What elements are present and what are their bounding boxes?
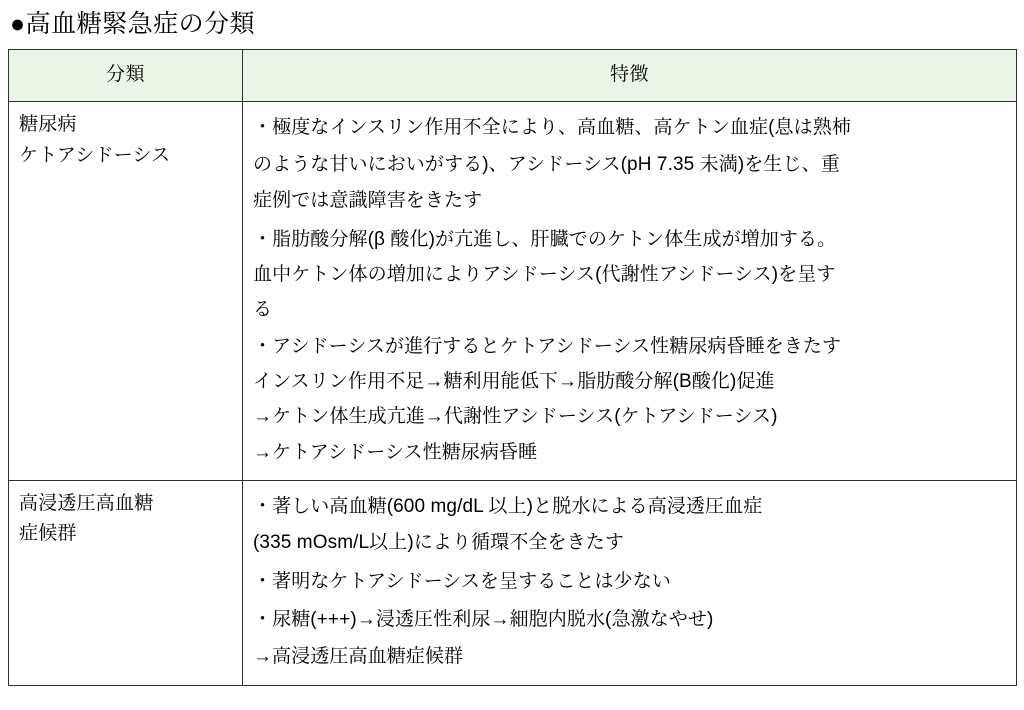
feature-line: →高浸透圧高血糖症候群	[253, 645, 464, 667]
feature-line: ・著明なケトアシドーシスを呈することは少ない	[253, 570, 671, 592]
feature-block	[253, 329, 1006, 470]
column-header-features: 特徴	[243, 49, 1017, 102]
feature-line: →ケトアシドーシス性糖尿病昏睡	[253, 441, 538, 463]
category-line: 症候群	[19, 523, 77, 545]
feature-line: る	[253, 298, 273, 320]
feature-block	[253, 602, 1006, 675]
category-line: 糖尿病	[19, 114, 77, 136]
feature-line: ・アシドーシスが進行するとケトアシドーシス性糖尿病昏睡をきたす	[253, 336, 842, 358]
column-header-category: 分類	[9, 49, 243, 102]
feature-line: (335 mOsm/L以上)により循環不全をきたす	[253, 532, 624, 554]
feature-line: ・尿糖(+++)→浸透圧性利尿→細胞内脱水(急激なやせ)	[253, 609, 714, 631]
feature-block	[253, 222, 1006, 327]
features-cell-dka	[243, 102, 1017, 480]
table-header	[9, 49, 1017, 102]
feature-block	[253, 489, 1006, 562]
table-row	[9, 102, 1017, 480]
category-line: ケトアシドーシス	[19, 145, 171, 167]
feature-line: ・極度なインスリン作用不全により、高血糖、高ケトン血症(息は熟柿	[253, 117, 851, 139]
feature-line: インスリン作用不足→糖利用能低下→脂肪酸分解(B酸化)促進	[253, 371, 775, 393]
classification-table	[8, 49, 1017, 687]
category-line: 高浸透圧高血糖	[19, 492, 154, 514]
category-cell-dka	[9, 102, 243, 480]
table-header-row	[9, 49, 1017, 102]
table-row	[9, 480, 1017, 685]
table-body	[9, 102, 1017, 686]
features-cell-hhs	[243, 480, 1017, 685]
feature-line: ・脂肪酸分解(β 酸化)が亢進し、肝臓でのケトン体生成が増加する。	[253, 228, 837, 250]
page-title: ●高血糖緊急症の分類	[10, 10, 256, 38]
feature-line: のような甘いにおいがする)、アシドーシス(pH 7.35 未満)を生じ、重	[253, 153, 840, 175]
feature-line: ・著しい高血糖(600 mg/dL 以上)と脱水による高浸透圧血症	[253, 495, 763, 517]
feature-block	[253, 110, 1006, 219]
feature-line: 血中ケトン体の増加によりアシドーシス(代謝性アシドーシス)を呈す	[253, 263, 836, 285]
feature-line: →ケトン体生成亢進→代謝性アシドーシス(ケトアシドーシス)	[253, 406, 778, 428]
feature-block	[253, 564, 1006, 600]
category-cell-hhs	[9, 480, 243, 685]
feature-line: 症例では意識障害をきたす	[253, 190, 483, 212]
